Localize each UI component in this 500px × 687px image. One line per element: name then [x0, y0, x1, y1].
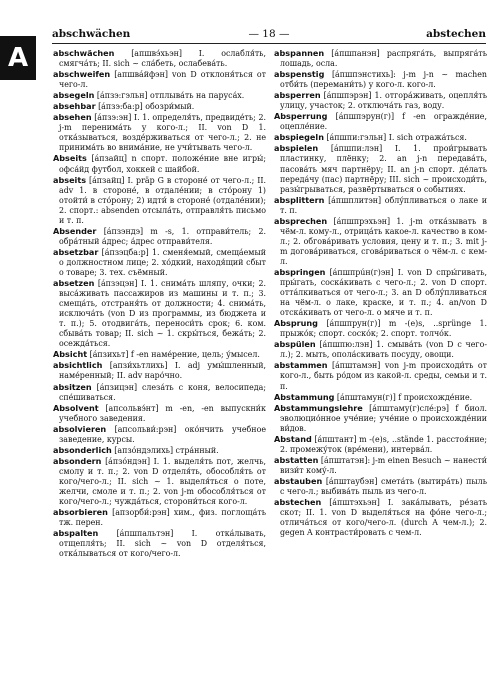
- dictionary-entry: [274, 267, 487, 318]
- headword: Absperrung: [274, 111, 328, 122]
- definition: [áпзайц] I. präp G в стороне́ от чего-л.; II. adv 1. в стороне́, в отдале́нии; в сто́рону 1) отойти́ в сто́рону; 2) идти́ в стороне́ (отдале́нии); 2. спорт.: absenden отсыла́ть, отправля́ть письмо и т. п.: [59, 175, 266, 225]
- headword: absetzen: [53, 278, 95, 289]
- headword: abspringen: [274, 266, 326, 277]
- dictionary-entry: [53, 403, 266, 424]
- definition: [áпшпрэхьэн] 1. j-m отка́зывать в чём-л. кому-л., отрица́ть какое-л. качество в ком-л.; 2. обгова́ривать условия, цену и т. п.; 3. mit j-m догова́риваться, сгова́риваться о чём-л. с кем-л.: [280, 216, 487, 266]
- dictionary-entry: [53, 69, 266, 90]
- dictionary-entry: [53, 153, 266, 174]
- headword: absehen: [53, 112, 92, 123]
- definition: [áпшпэнстихь]: j-m j-n ~ machen отби́ть (перемани́ть) у кого-л. кого-л.: [280, 70, 487, 90]
- definition: [áпшпальтэн] I. отка́лывать, отщепля́ть; II. sich ~ von D отделя́ться, отка́лываться от кого/чего-л.: [59, 529, 266, 559]
- dictionary-entry: [274, 403, 487, 434]
- headword: abseits: [53, 174, 87, 185]
- headword: abspannen: [274, 48, 325, 58]
- left-column: [53, 48, 266, 559]
- definition: [áпшпанэн] распряга́ть, выпряга́ть лошадь, осла.: [280, 49, 487, 69]
- headword: abschweifen: [53, 69, 111, 80]
- definition: [áпштаубэн] смета́ть (вытира́ть) пыль с чего-л.; выбива́ть пыль из чего-л.: [280, 476, 487, 496]
- definition: [áпшплитэн] облу́пливаться о лаке и т. п.: [280, 195, 487, 215]
- dictionary-entry: [53, 456, 266, 507]
- definition: [áпзэцэн] I. 1. снима́ть шляпу, очки; 2. выса́живать пассажиров из машины и т. п.; 3. смеща́ть, отстраня́ть от должности; 4. снима́ть, исключа́ть (von D из программы, из бюджета и т. п.); 5. отодвига́ть, переноси́ть срок; 6. ком. сбыва́ть товар; II. sich ~ 1. скры́ться, бежа́ть; 2. осежда́ться.: [59, 279, 266, 349]
- dictionary-entry: [53, 424, 266, 445]
- headword: Absolvent: [53, 402, 99, 413]
- right-column: [274, 48, 487, 538]
- definition: [áпзэцба:р] 1. сменя́емый, смеща́емый о должностном лице; 2. хо́дкий, находя́щий сбыт о товаре; 3. тех. съёмный.: [59, 247, 266, 277]
- dictionary-entry: [274, 216, 487, 267]
- dictionary-entry: [274, 476, 487, 497]
- headword: abstammen: [274, 360, 328, 371]
- definition: [áпзихьт] f -en наме́рение, цель; у́мысел.: [89, 350, 260, 360]
- dictionary-entry: [274, 195, 487, 216]
- dictionary-entry: [53, 175, 266, 226]
- headword: absperren: [274, 90, 321, 101]
- dictionary-entry: [53, 90, 266, 101]
- headword: absprechen: [274, 215, 328, 226]
- definition: [апшвэ́хьэн] I. ослабля́ть, смягча́ть; II. sich ~ сла́беть, ослабева́ть.: [59, 49, 266, 69]
- definition: [áпзэ:эн] I. 1. определя́ть, предвиде́ть; 2. j-m перенима́ть у кого-л.; II. von D 1. отка́зываться, возде́рживаться от чего-л.; 2. не принима́ть во внима́ние, не учи́тывать чего-л.: [59, 113, 266, 153]
- headword: absetzbar: [53, 246, 99, 257]
- definition: [áпзэндэ] m -s, 1. отправи́тель; 2. обра́тный а́дрес; а́дрес отправи́теля.: [59, 226, 266, 246]
- dictionary-entry: [53, 112, 266, 153]
- dictionary-entry: [53, 101, 266, 112]
- header-rule: [52, 43, 486, 44]
- headword: abstechen: [274, 497, 322, 508]
- dictionary-entry: [274, 111, 487, 132]
- dictionary-entry: [274, 434, 487, 455]
- headword: Absicht: [53, 349, 88, 360]
- dictionary-entry: [274, 132, 487, 143]
- definition: [апзи́хьтлихь] I. adj умы́шленный, наме́ренный; II. adv наро́чно.: [59, 361, 267, 381]
- definition: [áпштамун(г)] f происхожде́ние.: [336, 392, 473, 402]
- dictionary-entry: [274, 90, 487, 111]
- headword: abstauben: [274, 475, 323, 486]
- definition: [áпзóндэн] I. 1. выделя́ть пот, желчь, смолу и т. п.; 2. von D отделя́ть, обособля́ть от кого/чего-л.; II. sich ~ 1. выделя́ться о поте, желчи, смоле и т. п.; 2. von j-m обособля́ться от кого/чего-л.; чужда́ться, сторони́ться кого-л.: [59, 456, 266, 507]
- headword: Absender: [53, 225, 97, 236]
- dictionary-entry: [274, 69, 487, 90]
- definition: [áпштант] m -(e)s, ..stände 1. расстоя́ние; 2. промежу́ток (вре́мени), интерва́л.: [280, 434, 487, 454]
- dictionary-entry: [53, 247, 266, 278]
- dictionary-entry: [274, 339, 487, 360]
- running-head-left: abschwächen: [52, 28, 131, 40]
- headword: abspielen: [274, 143, 319, 154]
- definition: [áпштэхьэн] I. зака́лывать, ре́зать скот; II. 1. von D выделя́ться на фо́не чего-л.; отлича́ться от кого/чего-л. (durch A чем-л.); 2. gegen A контрасти́ровать с чем-л.: [280, 498, 487, 538]
- headword: Abseits: [53, 153, 87, 164]
- letter-tab: [0, 36, 36, 80]
- definition: [апсольви́:рэн] око́нчить учебное заведение, курсы.: [59, 424, 266, 444]
- dictionary-entry: [53, 278, 266, 349]
- dictionary-entry: [53, 528, 266, 559]
- definition: [áпзицэн] слеза́ть с коня, велосипеда; спе́шиваться.: [59, 382, 266, 402]
- definition: [áпштаму(г)слé:рэ] f биол. эволюцио́нное уче́ние; уче́ние о происхожде́нии ви́дов.: [280, 403, 487, 433]
- headword: Abstammungslehre: [274, 402, 363, 413]
- dictionary-entry: [53, 48, 266, 69]
- definition: [áпшпи:гэльн] I. sich отража́ться.: [326, 133, 467, 143]
- dictionary-entry: [274, 455, 487, 476]
- dictionary-entry: [53, 349, 266, 360]
- definition: [апзорби́:рэн] хим., физ. поглоща́ть тж. перен.: [59, 508, 266, 528]
- definition: [áпшпэрэн] 1. отгора́живать, оцепля́ть улицу, участок; 2. отключа́ть газ, воду.: [280, 91, 487, 111]
- headword: absegeln: [53, 90, 95, 101]
- headword: absehbar: [53, 101, 96, 112]
- dictionary-entry: [274, 497, 487, 538]
- headword: abspenstig: [274, 69, 325, 80]
- headword: absolvieren: [53, 423, 107, 434]
- letter-tab-label: A: [7, 43, 29, 73]
- definition: [апзóндэлихь] стра́нный.: [114, 445, 219, 455]
- dictionary-entry: [53, 360, 266, 381]
- definition: [áпзэ:ба:р] обозри́мый.: [98, 102, 195, 112]
- definition: [áпшпэрун(г)] f -en огражде́ние, оцепле́ние.: [280, 112, 487, 132]
- dictionary-entry: [274, 360, 487, 391]
- running-header: [52, 28, 486, 44]
- definition: [áпштатэн]: j-m einen Besuch ~ нанести́ визи́т кому́-л.: [280, 455, 487, 475]
- headword: absondern: [53, 455, 102, 466]
- page-number: — 18 —: [248, 28, 290, 40]
- dictionary-entry: [53, 226, 266, 247]
- headword: Absprung: [274, 318, 318, 329]
- definition: [апсольвэ́нт] m -en, -en выпускни́к учебного заведения.: [59, 403, 266, 423]
- definition: [áпшпи:лэн] I. 1. прои́грывать пластинку, плёнку; 2. an j-n передава́ть, пасова́ть мяч партнёру; II. an j-n спорт. де́лать переда́чу (пас) партнёру; III. sich ~ происходи́ть, разы́грываться, развёртываться о событиях.: [280, 144, 487, 194]
- definition: [áпшпрúн(г)эн] I. von D спры́гивать, пры́гать, соска́кивать с чего-л.; 2. von D спорт. отта́лкиваться от чего-л.; 3. an D облу́пливаться на чём-л. о лаке, краске, и т. п.; 4. an/von D отска́кивать от чего-л. о мяче и т. п.: [280, 267, 487, 318]
- definition: [апшвáйфэн] von D отклоня́ться от чего-л.: [59, 70, 266, 90]
- dictionary-entry: [53, 507, 266, 528]
- dictionary-entry: [53, 382, 266, 403]
- headword: abspiegeln: [274, 132, 324, 143]
- headword: absichtlich: [53, 360, 103, 371]
- dictionary-entry: [274, 48, 487, 69]
- headword: absonderlich: [53, 444, 112, 455]
- headword: abspalten: [53, 528, 99, 539]
- definition: [áпзайц] n спорт. положе́ние вне игры́; офса́йд футбол, хоккей с шайбой.: [59, 154, 266, 174]
- headword: abschwächen: [53, 48, 115, 58]
- headword: absplittern: [274, 194, 325, 205]
- headword: Abstammung: [274, 391, 335, 402]
- headword: absitzen: [53, 381, 92, 392]
- definition: [áпштамэн] von j-m происходи́ть от кого-л., быть ро́дом из какой-л. среды, семьи и т. п.: [280, 361, 487, 391]
- dictionary-entry: [274, 318, 487, 339]
- definition: [áпшпрун(г)] m -(e)s, ..sprünge 1. прыжо́к; спорт. соско́к; 2. спорт. толчо́к.: [280, 319, 488, 339]
- definition: [áпзэ:гэльн] отплыва́ть на паруса́х.: [96, 91, 245, 101]
- headword: abspülen: [274, 339, 316, 350]
- headword: abstatten: [274, 454, 319, 465]
- dictionary-entry: [53, 445, 266, 456]
- definition: [áпшпю:лэн] 1. смыва́ть (von D с чего-л.); 2. мыть, опола́скивать посуду, овощи.: [280, 340, 487, 360]
- headword: absorbieren: [53, 507, 108, 518]
- running-head-right: abstechen: [426, 28, 486, 40]
- dictionary-entry: [274, 143, 487, 194]
- dictionary-entry: [274, 392, 487, 403]
- headword: Abstand: [274, 433, 312, 444]
